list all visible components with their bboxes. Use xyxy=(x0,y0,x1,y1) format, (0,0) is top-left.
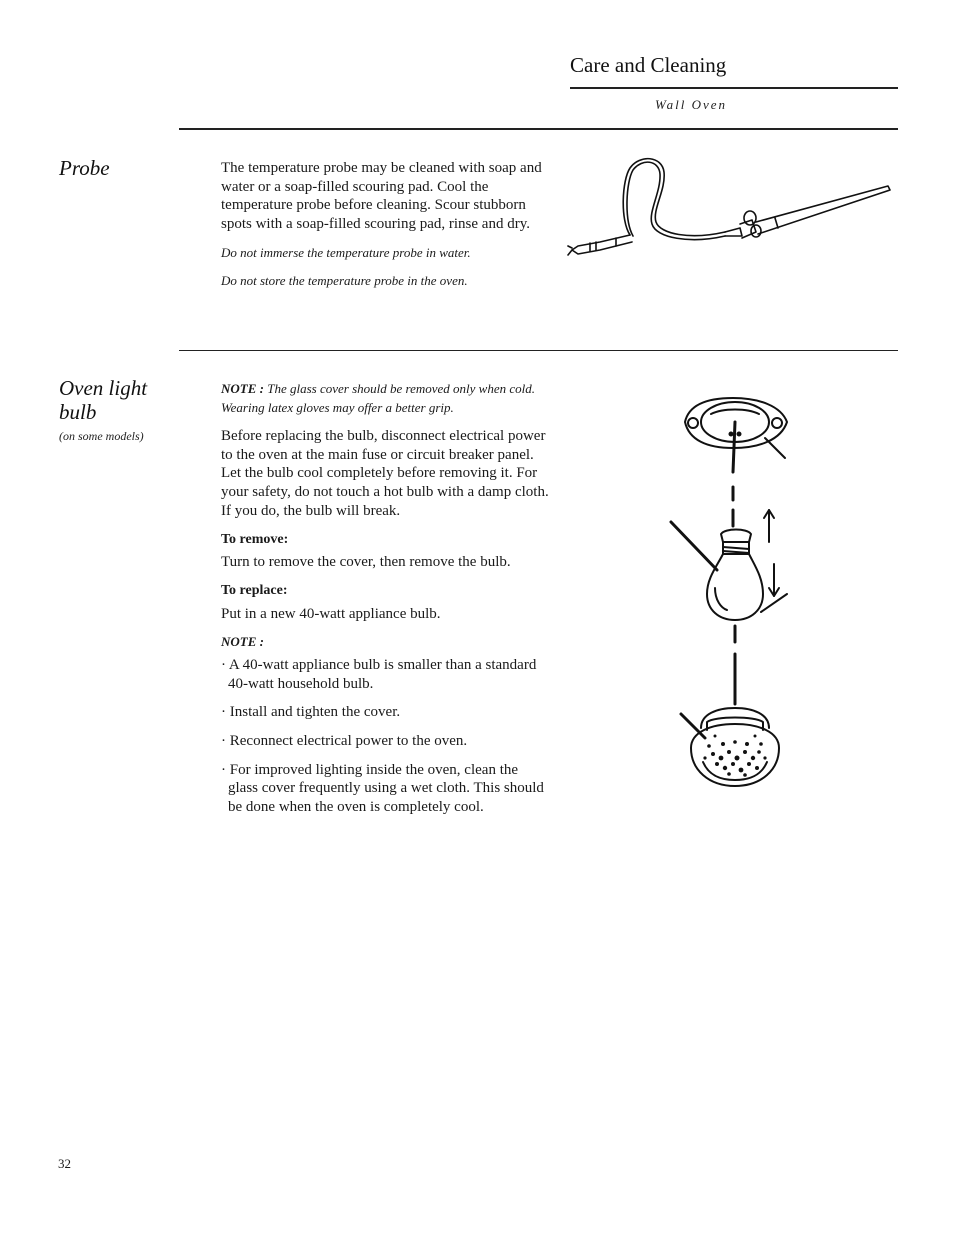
probe-heading: Probe xyxy=(59,156,110,180)
oven-light-bulb-illustration xyxy=(665,392,800,792)
to-replace-label: To replace: xyxy=(221,582,288,598)
probe-warning-store: Do not store the temperature probe in the oven. xyxy=(221,273,468,289)
header-rule xyxy=(570,87,898,89)
oven-light-note xyxy=(221,380,549,417)
note-2-label-text: NOTE : xyxy=(221,634,264,650)
page-subtitle: Wall Oven xyxy=(655,97,728,112)
oven-light-intro: Before replacing the bulb, disconnect electrical power to the oven at the main fuse or circuit breaker panel. Let the bulb cool completely before removing it. For your safety, do not touch a hot bulb with a damp cloth. If you do, the bulb will break. xyxy=(221,428,549,519)
probe-body: The temperature probe may be cleaned with soap and water or a soap-filled scouring pad. Cool the temperature probe before cleaning. Scour stubborn spots with a soap-filled scouring pad, rinse and dry. xyxy=(221,160,542,233)
oven-light-heading: Oven light bulb xyxy=(59,376,148,424)
page-title: Care and Cleaning xyxy=(570,53,727,77)
bullet-item: · Reconnect electrical power to the oven. xyxy=(221,732,468,749)
note-2-label xyxy=(221,633,549,652)
to-replace-text: Put in a new 40-watt appliance bulb. xyxy=(221,605,441,622)
bullet-item: · For improved lighting inside the oven, clean the glass cover frequently using a wet cloth. This should be done when the oven is completely cool. xyxy=(221,761,544,816)
bullet-item: · Install and tighten the cover. xyxy=(221,704,401,721)
bullet-item: · A 40-watt appliance bulb is smaller than a standard 40-watt household bulb. xyxy=(221,656,537,692)
temperature-probe-illustration xyxy=(560,150,900,265)
to-remove-text: Turn to remove the cover, then remove the bulb. xyxy=(221,554,511,571)
note-text: The glass cover should be removed only when cold. Wearing latex gloves may offer a better grip. xyxy=(221,381,535,415)
oven-light-subheading: (on some models) xyxy=(59,429,144,443)
probe-text-column xyxy=(221,159,551,301)
page-number: 32 xyxy=(58,1156,71,1171)
to-remove-label: To remove: xyxy=(221,531,289,547)
probe-warning-immerse: Do not immerse the temperature probe in water. xyxy=(221,244,471,260)
oven-light-text-column xyxy=(221,380,549,827)
section-divider-top xyxy=(179,128,898,130)
note-label: NOTE : xyxy=(221,381,264,396)
section-divider-middle xyxy=(179,350,898,351)
